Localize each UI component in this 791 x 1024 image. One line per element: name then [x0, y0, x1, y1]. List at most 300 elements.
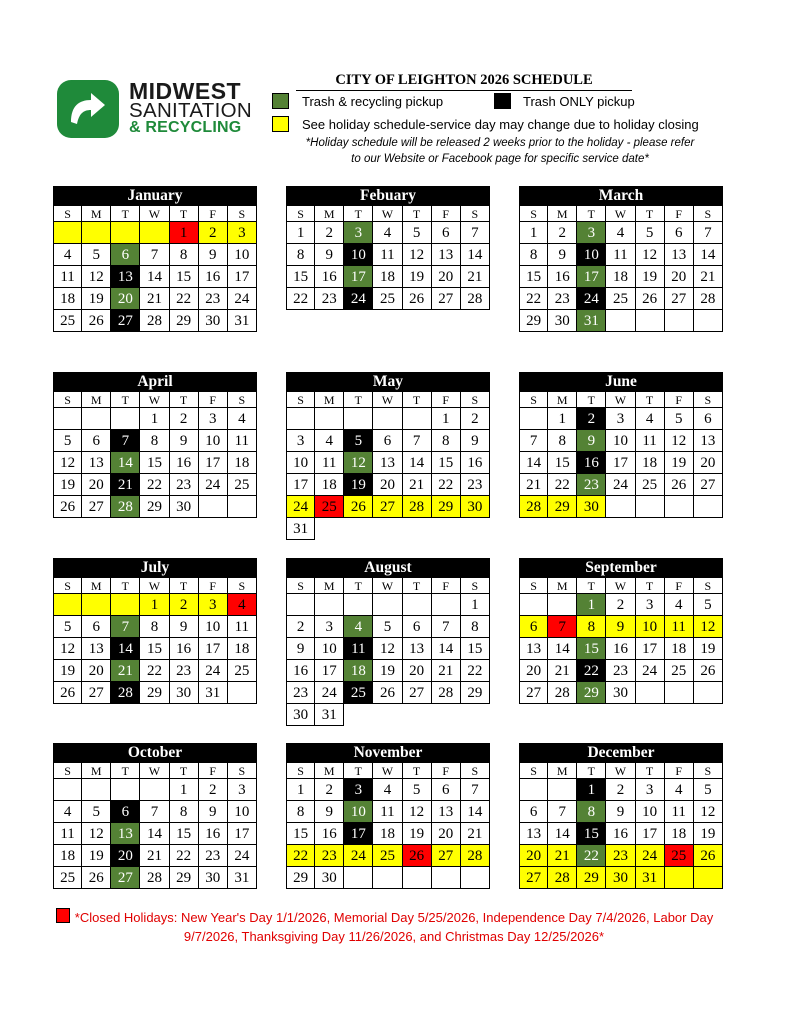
- weekday-header: T: [577, 206, 606, 222]
- day-cell: 3: [636, 594, 665, 616]
- day-cell: 24: [606, 474, 635, 496]
- weekday-header: S: [461, 763, 490, 779]
- day-cell: 14: [548, 638, 577, 660]
- day-cell: 6: [403, 616, 432, 638]
- month-calendar-march: [519, 186, 723, 332]
- day-cell: 2: [199, 779, 228, 801]
- day-cell: 17: [315, 660, 344, 682]
- empty-day-cell: [111, 594, 140, 616]
- day-cell: 19: [665, 452, 694, 474]
- day-cell: 29: [170, 867, 199, 889]
- day-cell: 29: [140, 682, 169, 704]
- day-cell: 2: [199, 222, 228, 244]
- day-cell: 27: [403, 682, 432, 704]
- weekday-header: T: [577, 392, 606, 408]
- weekday-header: W: [140, 578, 169, 594]
- empty-day-cell: [199, 496, 228, 518]
- day-cell: 17: [344, 823, 373, 845]
- weekday-header: M: [82, 763, 111, 779]
- logo-line-sanitation: SANITATION: [129, 99, 252, 122]
- day-cell: 4: [373, 222, 402, 244]
- weekday-header: S: [694, 763, 723, 779]
- month-title: May: [286, 372, 490, 392]
- day-cell: 11: [373, 801, 402, 823]
- day-cell: 4: [606, 222, 635, 244]
- month-calendar-june: [519, 372, 723, 518]
- day-cell: 31: [286, 518, 315, 540]
- empty-day-cell: [344, 594, 373, 616]
- weekday-header: W: [373, 578, 402, 594]
- logo-line-recycling: & RECYCLING: [129, 119, 242, 136]
- day-cell: 3: [606, 408, 635, 430]
- day-cell: 16: [315, 823, 344, 845]
- company-logo: [57, 80, 257, 138]
- day-cell: 4: [53, 801, 82, 823]
- empty-day-cell: [665, 496, 694, 518]
- day-cell: 30: [170, 682, 199, 704]
- day-cell: 10: [199, 430, 228, 452]
- weekday-header: S: [286, 206, 315, 222]
- day-cell: 31: [636, 867, 665, 889]
- empty-day-cell: [519, 779, 548, 801]
- weekday-header: S: [53, 578, 82, 594]
- empty-day-cell: [82, 222, 111, 244]
- day-cell: 22: [170, 288, 199, 310]
- day-cell: 3: [228, 779, 257, 801]
- day-cell: 5: [403, 779, 432, 801]
- weekday-header: S: [694, 578, 723, 594]
- day-cell: 23: [548, 288, 577, 310]
- empty-day-cell: [461, 867, 490, 889]
- day-cell: 21: [140, 288, 169, 310]
- day-cell: 25: [228, 474, 257, 496]
- weekday-header: S: [461, 206, 490, 222]
- day-cell: 6: [694, 408, 723, 430]
- weekday-header: M: [82, 578, 111, 594]
- day-cell: 6: [665, 222, 694, 244]
- day-cell: 11: [228, 430, 257, 452]
- empty-day-cell: [665, 310, 694, 332]
- day-cell: 13: [432, 244, 461, 266]
- day-cell: 30: [315, 867, 344, 889]
- day-cell: 9: [199, 801, 228, 823]
- weekday-header: F: [665, 206, 694, 222]
- day-cell: 29: [286, 867, 315, 889]
- day-cell: 4: [373, 779, 402, 801]
- weekday-header: F: [199, 392, 228, 408]
- weekday-header: T: [636, 392, 665, 408]
- month-calendar-december: [519, 743, 723, 889]
- day-cell: 20: [82, 474, 111, 496]
- month-title: August: [286, 558, 490, 578]
- day-cell: 16: [548, 266, 577, 288]
- empty-day-cell: [53, 222, 82, 244]
- day-cell: 18: [53, 845, 82, 867]
- empty-day-cell: [636, 682, 665, 704]
- holiday-note: *Holiday schedule will be released 2 weeks prior to the holiday - please refer to our Website or Facebook page for specific service date*: [305, 137, 695, 165]
- weekday-header: T: [577, 763, 606, 779]
- day-cell: 20: [665, 266, 694, 288]
- weekday-header: T: [170, 578, 199, 594]
- day-cell: 30: [461, 496, 490, 518]
- day-cell: 13: [373, 452, 402, 474]
- day-cell: 29: [170, 310, 199, 332]
- day-cell: 17: [636, 823, 665, 845]
- day-cell: 27: [373, 496, 402, 518]
- weekday-header: S: [286, 578, 315, 594]
- day-cell: 3: [199, 594, 228, 616]
- day-cell: 16: [577, 452, 606, 474]
- day-cell: 25: [665, 845, 694, 867]
- day-cell: 16: [461, 452, 490, 474]
- month-title: October: [53, 743, 257, 763]
- day-cell: 21: [140, 845, 169, 867]
- weekday-header: T: [170, 392, 199, 408]
- day-cell: 25: [344, 682, 373, 704]
- day-cell: 8: [140, 616, 169, 638]
- day-cell: 17: [636, 638, 665, 660]
- weekday-header: F: [432, 763, 461, 779]
- day-cell: 1: [432, 408, 461, 430]
- empty-day-cell: [694, 310, 723, 332]
- day-cell: 4: [665, 779, 694, 801]
- day-cell: 14: [111, 638, 140, 660]
- month-calendar-febuary: [286, 186, 490, 310]
- day-cell: 28: [403, 496, 432, 518]
- weekday-header: T: [111, 206, 140, 222]
- weekday-header: T: [636, 763, 665, 779]
- weekday-header: S: [228, 392, 257, 408]
- day-cell: 1: [286, 222, 315, 244]
- weekday-header: S: [53, 206, 82, 222]
- day-cell: 10: [344, 244, 373, 266]
- weekday-header: W: [373, 206, 402, 222]
- day-cell: 24: [228, 845, 257, 867]
- day-cell: 8: [519, 244, 548, 266]
- weekday-header: M: [548, 206, 577, 222]
- month-title: December: [519, 743, 723, 763]
- day-cell: 25: [53, 310, 82, 332]
- day-cell: 3: [286, 430, 315, 452]
- day-cell: 29: [519, 310, 548, 332]
- day-cell: 13: [82, 452, 111, 474]
- empty-day-cell: [403, 594, 432, 616]
- day-cell: 16: [606, 823, 635, 845]
- day-cell: 23: [606, 845, 635, 867]
- weekday-header: T: [344, 206, 373, 222]
- day-cell: 18: [228, 452, 257, 474]
- empty-day-cell: [111, 779, 140, 801]
- empty-day-cell: [286, 408, 315, 430]
- day-cell: 15: [577, 638, 606, 660]
- day-cell: 30: [548, 310, 577, 332]
- day-cell: 22: [170, 845, 199, 867]
- day-cell: 3: [228, 222, 257, 244]
- day-cell: 1: [170, 222, 199, 244]
- day-cell: 30: [606, 867, 635, 889]
- month-day-grid: [519, 578, 723, 704]
- day-cell: 11: [344, 638, 373, 660]
- day-cell: 12: [403, 244, 432, 266]
- day-cell: 20: [111, 845, 140, 867]
- day-cell: 8: [461, 616, 490, 638]
- day-cell: 23: [199, 288, 228, 310]
- weekday-header: M: [548, 763, 577, 779]
- day-cell: 23: [199, 845, 228, 867]
- day-cell: 15: [519, 266, 548, 288]
- day-cell: 10: [577, 244, 606, 266]
- day-cell: 2: [606, 594, 635, 616]
- weekday-header: S: [286, 392, 315, 408]
- day-cell: 8: [170, 244, 199, 266]
- empty-day-cell: [373, 408, 402, 430]
- weekday-header: W: [373, 392, 402, 408]
- day-cell: 14: [519, 452, 548, 474]
- day-cell: 5: [82, 244, 111, 266]
- weekday-header: M: [548, 392, 577, 408]
- day-cell: 29: [461, 682, 490, 704]
- weekday-header: M: [82, 392, 111, 408]
- day-cell: 24: [286, 496, 315, 518]
- day-cell: 21: [461, 823, 490, 845]
- day-cell: 27: [519, 682, 548, 704]
- day-cell: 20: [403, 660, 432, 682]
- weekday-header: S: [228, 763, 257, 779]
- day-cell: 24: [199, 474, 228, 496]
- empty-day-cell: [519, 408, 548, 430]
- day-cell: 19: [403, 266, 432, 288]
- month-title: March: [519, 186, 723, 206]
- day-cell: 14: [461, 801, 490, 823]
- weekday-header: F: [665, 763, 694, 779]
- day-cell: 26: [403, 845, 432, 867]
- day-cell: 28: [461, 845, 490, 867]
- weekday-header: S: [228, 578, 257, 594]
- day-cell: 11: [606, 244, 635, 266]
- month-title: January: [53, 186, 257, 206]
- day-cell: 17: [199, 638, 228, 660]
- day-cell: 17: [286, 474, 315, 496]
- weekday-header: M: [548, 578, 577, 594]
- weekday-header: F: [432, 206, 461, 222]
- day-cell: 18: [373, 823, 402, 845]
- day-cell: 19: [82, 288, 111, 310]
- day-cell: 9: [315, 801, 344, 823]
- day-cell: 31: [577, 310, 606, 332]
- weekday-header: T: [403, 578, 432, 594]
- empty-day-cell: [286, 594, 315, 616]
- day-cell: 4: [53, 244, 82, 266]
- day-cell: 2: [286, 616, 315, 638]
- day-cell: 21: [548, 660, 577, 682]
- day-cell: 22: [286, 288, 315, 310]
- day-cell: 26: [82, 310, 111, 332]
- month-day-grid: [53, 392, 257, 518]
- day-cell: 18: [665, 823, 694, 845]
- weekday-header: F: [432, 578, 461, 594]
- day-cell: 27: [665, 288, 694, 310]
- overflow-days: [286, 704, 490, 726]
- weekday-header: M: [315, 578, 344, 594]
- day-cell: 1: [140, 594, 169, 616]
- weekday-header: T: [636, 578, 665, 594]
- day-cell: 9: [315, 244, 344, 266]
- weekday-header: S: [519, 206, 548, 222]
- day-cell: 14: [461, 244, 490, 266]
- weekday-header: T: [344, 392, 373, 408]
- day-cell: 4: [315, 430, 344, 452]
- day-cell: 12: [82, 823, 111, 845]
- day-cell: 12: [665, 430, 694, 452]
- day-cell: 23: [170, 474, 199, 496]
- weekday-header: T: [344, 763, 373, 779]
- empty-day-cell: [315, 594, 344, 616]
- empty-day-cell: [548, 594, 577, 616]
- day-cell: 31: [228, 310, 257, 332]
- empty-day-cell: [636, 496, 665, 518]
- day-cell: 1: [461, 594, 490, 616]
- day-cell: 26: [694, 845, 723, 867]
- day-cell: 28: [548, 682, 577, 704]
- day-cell: 26: [53, 496, 82, 518]
- month-title: Febuary: [286, 186, 490, 206]
- day-cell: 6: [519, 801, 548, 823]
- day-cell: 24: [636, 845, 665, 867]
- weekday-header: S: [286, 763, 315, 779]
- day-cell: 8: [432, 430, 461, 452]
- legend-green-label: Trash & recycling pickup: [302, 94, 444, 109]
- day-cell: 25: [636, 474, 665, 496]
- legend-yellow-swatch: [272, 116, 289, 132]
- weekday-header: M: [315, 206, 344, 222]
- day-cell: 9: [461, 430, 490, 452]
- day-cell: 7: [694, 222, 723, 244]
- empty-day-cell: [53, 594, 82, 616]
- empty-day-cell: [665, 682, 694, 704]
- day-cell: 15: [140, 638, 169, 660]
- day-cell: 20: [82, 660, 111, 682]
- empty-day-cell: [111, 222, 140, 244]
- month-calendar-april: [53, 372, 257, 518]
- month-day-grid: [519, 392, 723, 518]
- day-cell: 26: [636, 288, 665, 310]
- empty-day-cell: [606, 496, 635, 518]
- day-cell: 16: [199, 823, 228, 845]
- day-cell: 29: [548, 496, 577, 518]
- day-cell: 21: [403, 474, 432, 496]
- closed-holidays-footnote: *Closed Holidays: New Year's Day 1/1/2026, Memorial Day 5/25/2026, Independence Day 7/4/2026, Labor Day 9/7/2026, Thanksgiving Day 11/26/2026, and Christmas Day 12/25/2026*: [74, 910, 714, 944]
- day-cell: 16: [315, 266, 344, 288]
- day-cell: 13: [665, 244, 694, 266]
- weekday-header: T: [170, 763, 199, 779]
- day-cell: 9: [548, 244, 577, 266]
- empty-day-cell: [548, 779, 577, 801]
- empty-day-cell: [82, 408, 111, 430]
- day-cell: 3: [344, 222, 373, 244]
- overflow-days: [286, 518, 490, 540]
- day-cell: 14: [403, 452, 432, 474]
- day-cell: 6: [373, 430, 402, 452]
- empty-day-cell: [53, 408, 82, 430]
- day-cell: 20: [694, 452, 723, 474]
- day-cell: 2: [606, 779, 635, 801]
- day-cell: 15: [461, 638, 490, 660]
- day-cell: 10: [286, 452, 315, 474]
- day-cell: 5: [53, 616, 82, 638]
- day-cell: 22: [548, 474, 577, 496]
- day-cell: 10: [315, 638, 344, 660]
- day-cell: 1: [170, 779, 199, 801]
- day-cell: 4: [228, 594, 257, 616]
- empty-day-cell: [82, 594, 111, 616]
- day-cell: 26: [53, 682, 82, 704]
- empty-day-cell: [403, 408, 432, 430]
- day-cell: 13: [432, 801, 461, 823]
- day-cell: 18: [228, 638, 257, 660]
- day-cell: 5: [694, 779, 723, 801]
- day-cell: 21: [111, 660, 140, 682]
- legend-yellow-label: See holiday schedule-service day may change due to holiday closing: [302, 117, 699, 132]
- day-cell: 5: [82, 801, 111, 823]
- day-cell: 14: [140, 266, 169, 288]
- day-cell: 31: [199, 682, 228, 704]
- weekday-header: T: [111, 578, 140, 594]
- day-cell: 9: [170, 616, 199, 638]
- day-cell: 29: [577, 682, 606, 704]
- empty-day-cell: [606, 310, 635, 332]
- day-cell: 22: [432, 474, 461, 496]
- day-cell: 23: [315, 288, 344, 310]
- day-cell: 20: [373, 474, 402, 496]
- day-cell: 1: [548, 408, 577, 430]
- weekday-header: F: [665, 392, 694, 408]
- day-cell: 5: [403, 222, 432, 244]
- day-cell: 20: [432, 266, 461, 288]
- day-cell: 6: [111, 801, 140, 823]
- month-title: June: [519, 372, 723, 392]
- day-cell: 11: [53, 823, 82, 845]
- day-cell: 1: [577, 594, 606, 616]
- day-cell: 11: [373, 244, 402, 266]
- day-cell: 5: [694, 594, 723, 616]
- day-cell: 29: [577, 867, 606, 889]
- month-day-grid: [53, 578, 257, 704]
- day-cell: 14: [432, 638, 461, 660]
- day-cell: 28: [519, 496, 548, 518]
- logo-line-midwest: MIDWEST: [129, 78, 242, 104]
- day-cell: 15: [286, 823, 315, 845]
- day-cell: 22: [577, 660, 606, 682]
- day-cell: 7: [111, 430, 140, 452]
- day-cell: 9: [606, 801, 635, 823]
- day-cell: 21: [548, 845, 577, 867]
- weekday-header: T: [577, 578, 606, 594]
- day-cell: 2: [315, 779, 344, 801]
- day-cell: 4: [665, 594, 694, 616]
- weekday-header: F: [199, 578, 228, 594]
- empty-day-cell: [694, 496, 723, 518]
- day-cell: 19: [344, 474, 373, 496]
- day-cell: 28: [548, 867, 577, 889]
- empty-day-cell: [82, 779, 111, 801]
- day-cell: 14: [548, 823, 577, 845]
- empty-day-cell: [432, 594, 461, 616]
- empty-day-cell: [519, 594, 548, 616]
- month-day-grid: [286, 578, 490, 704]
- day-cell: 26: [82, 867, 111, 889]
- day-cell: 31: [228, 867, 257, 889]
- day-cell: 5: [636, 222, 665, 244]
